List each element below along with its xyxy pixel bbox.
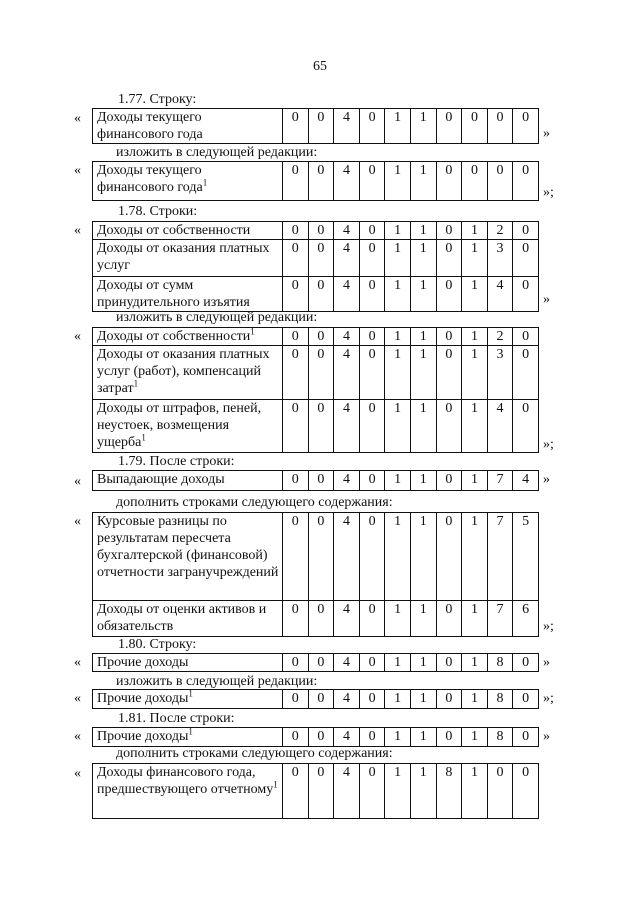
table-row (93, 690, 539, 709)
footnote-marker: 1 (250, 326, 255, 337)
code-digit: 1 (410, 277, 436, 312)
code-digit: 0 (283, 240, 309, 277)
code-digit: 1 (410, 109, 436, 144)
row-name: Доходы от оказания платных услуг (97, 241, 270, 273)
code-digit: 0 (513, 240, 539, 277)
code-digit: 1 (385, 690, 411, 709)
code-digit: 0 (283, 728, 309, 747)
code-digit: 4 (334, 728, 360, 747)
code-digit: 0 (308, 109, 334, 144)
code-digit: 0 (283, 328, 309, 346)
code-digit: 0 (436, 728, 462, 747)
row-name-cell (93, 471, 283, 491)
code-digit: 0 (308, 400, 334, 453)
code-digit: 0 (308, 471, 334, 491)
code-digit: 1 (462, 764, 488, 819)
row-name-cell (93, 654, 283, 672)
code-digit: 2 (487, 222, 513, 240)
code-digit: 0 (487, 162, 513, 201)
page-number: 65 (313, 59, 327, 74)
code-digit: 1 (462, 728, 488, 747)
row-name: Доходы текущего финансового года (97, 110, 203, 142)
code-digit: 4 (487, 400, 513, 453)
table-row (93, 109, 539, 144)
code-digit: 1 (410, 690, 436, 709)
code-digit: 1 (385, 764, 411, 819)
open-quote: « (74, 163, 81, 178)
instruction-1-80: изложить в следующей редакции: (116, 674, 318, 689)
code-digit: 1 (462, 654, 488, 672)
section-heading-1-79: 1.79. После строки: (118, 454, 235, 469)
section-heading-1-78: 1.78. Строки: (118, 204, 198, 219)
code-digit: 0 (283, 109, 309, 144)
instruction-1-77: изложить в следующей редакции: (116, 145, 318, 160)
open-quote: « (74, 223, 81, 238)
code-digit: 8 (487, 690, 513, 709)
code-digit: 8 (436, 764, 462, 819)
code-digit: 0 (513, 162, 539, 201)
code-digit: 3 (487, 346, 513, 400)
code-digit: 1 (385, 654, 411, 672)
code-digit: 4 (334, 764, 360, 819)
code-digit: 1 (385, 328, 411, 346)
table-row (93, 400, 539, 453)
code-digit: 4 (513, 471, 539, 491)
table-1-79-old (92, 470, 539, 491)
code-digit: 0 (308, 346, 334, 400)
code-digit: 0 (513, 277, 539, 312)
code-digit: 0 (283, 277, 309, 312)
table-row (93, 471, 539, 491)
row-name-cell (93, 513, 283, 601)
code-digit: 1 (462, 690, 488, 709)
code-digit: 0 (359, 654, 385, 672)
code-digit: 1 (410, 471, 436, 491)
code-digit: 1 (462, 513, 488, 601)
code-digit: 0 (513, 764, 539, 819)
code-digit: 0 (359, 222, 385, 240)
code-digit: 1 (385, 109, 411, 144)
code-digit: 1 (410, 728, 436, 747)
instruction-1-81: дополнить строками следующего содержания: (116, 746, 393, 761)
code-digit: 1 (385, 240, 411, 277)
row-name-cell (93, 346, 283, 400)
row-name: Прочие доходы (97, 655, 189, 670)
code-digit: 0 (513, 328, 539, 346)
code-digit: 4 (334, 109, 360, 144)
code-digit: 1 (385, 346, 411, 400)
code-digit: 0 (513, 109, 539, 144)
table-row (93, 240, 539, 277)
table-row (93, 728, 539, 747)
table-1-78-old (92, 221, 539, 312)
code-digit: 4 (334, 240, 360, 277)
code-digit: 0 (308, 162, 334, 201)
code-digit: 0 (308, 328, 334, 346)
code-digit: 1 (385, 471, 411, 491)
code-digit: 1 (410, 654, 436, 672)
open-quote: « (74, 655, 81, 670)
code-digit: 1 (462, 240, 488, 277)
code-digit: 1 (462, 601, 488, 637)
code-digit: 0 (359, 690, 385, 709)
code-digit: 0 (359, 277, 385, 312)
code-digit: 0 (359, 764, 385, 819)
code-digit: 0 (359, 328, 385, 346)
code-digit: 7 (487, 471, 513, 491)
table-row (93, 764, 539, 819)
code-digit: 0 (283, 654, 309, 672)
code-digit: 0 (436, 690, 462, 709)
code-digit: 4 (334, 222, 360, 240)
instruction-1-79: дополнить строками следующего содержания: (116, 495, 393, 510)
table-1-77-new (92, 161, 539, 201)
code-digit: 5 (513, 513, 539, 601)
code-digit: 4 (334, 654, 360, 672)
code-digit: 0 (436, 346, 462, 400)
code-digit: 0 (436, 109, 462, 144)
row-name: Выпадающие доходы (97, 472, 225, 487)
table-row (93, 162, 539, 201)
code-digit: 1 (462, 400, 488, 453)
table-row (93, 654, 539, 672)
code-digit: 0 (308, 728, 334, 747)
code-digit: 4 (334, 162, 360, 201)
code-digit: 0 (308, 222, 334, 240)
row-name-cell (93, 222, 283, 240)
row-name: Курсовые разницы по результатам пересчета бухгалтерской (финансовой) отчетности загранучреждений (97, 514, 279, 580)
row-name: Доходы от оказания платных услуг (работ), компенсаций затрат (97, 347, 270, 396)
code-digit: 1 (462, 328, 488, 346)
code-digit: 1 (385, 162, 411, 201)
code-digit: 0 (359, 471, 385, 491)
code-digit: 0 (283, 162, 309, 201)
row-name-cell (93, 277, 283, 312)
code-digit: 1 (385, 728, 411, 747)
code-digit: 1 (462, 471, 488, 491)
close-quote: »; (543, 691, 554, 706)
code-digit: 1 (385, 513, 411, 601)
code-digit: 0 (436, 328, 462, 346)
code-digit: 0 (308, 654, 334, 672)
row-name: Доходы от сумм принудительного изъятия (97, 278, 250, 310)
code-digit: 0 (283, 471, 309, 491)
code-digit: 0 (436, 471, 462, 491)
code-digit: 1 (385, 222, 411, 240)
code-digit: 1 (410, 400, 436, 453)
code-digit: 4 (334, 328, 360, 346)
code-digit: 4 (334, 277, 360, 312)
code-digit: 8 (487, 654, 513, 672)
table-row (93, 328, 539, 346)
code-digit: 1 (410, 162, 436, 201)
code-digit: 0 (513, 346, 539, 400)
code-digit: 1 (410, 601, 436, 637)
code-digit: 8 (487, 728, 513, 747)
table-1-78-new (92, 327, 539, 453)
code-digit: 0 (308, 513, 334, 601)
code-digit: 0 (308, 277, 334, 312)
code-digit: 1 (385, 400, 411, 453)
table-row (93, 277, 539, 312)
code-digit: 4 (334, 690, 360, 709)
code-digit: 0 (513, 690, 539, 709)
open-quote: « (74, 329, 81, 344)
code-digit: 0 (283, 346, 309, 400)
code-digit: 0 (487, 764, 513, 819)
table-row (93, 222, 539, 240)
footnote-marker: 1 (141, 432, 146, 443)
row-name-cell (93, 162, 283, 201)
code-digit: 0 (436, 513, 462, 601)
code-digit: 0 (462, 162, 488, 201)
code-digit: 0 (513, 400, 539, 453)
row-name: Доходы от оценки активов и обязательств (97, 602, 267, 634)
footnote-marker: 1 (188, 688, 193, 699)
table-1-81-new (92, 763, 539, 819)
code-digit: 1 (462, 222, 488, 240)
code-digit: 0 (436, 400, 462, 453)
footnote-marker: 1 (188, 726, 193, 737)
row-name-cell (93, 328, 283, 346)
code-digit: 4 (334, 601, 360, 637)
instruction-1-78: изложить в следующей редакции: (116, 310, 318, 325)
code-digit: 0 (283, 601, 309, 637)
code-digit: 4 (334, 346, 360, 400)
row-name: Доходы от собственности (97, 329, 251, 344)
row-name-cell (93, 240, 283, 277)
code-digit: 0 (359, 109, 385, 144)
close-quote: » (543, 655, 550, 670)
close-quote: »; (543, 437, 554, 452)
code-digit: 0 (513, 654, 539, 672)
code-digit: 1 (410, 328, 436, 346)
open-quote: « (74, 514, 81, 529)
close-quote: » (543, 472, 550, 487)
close-quote: » (543, 729, 550, 744)
code-digit: 7 (487, 601, 513, 637)
row-name-cell (93, 601, 283, 637)
code-digit: 0 (436, 162, 462, 201)
code-digit: 1 (462, 277, 488, 312)
table-1-77-old (92, 108, 539, 144)
section-heading-1-81: 1.81. После строки: (118, 711, 235, 726)
footnote-marker: 1 (133, 378, 139, 389)
row-name: Доходы от штрафов, пеней, неустоек, возмещения ущерба (97, 401, 262, 450)
code-digit: 2 (487, 328, 513, 346)
code-digit: 4 (334, 513, 360, 601)
row-name-cell (93, 109, 283, 144)
row-name: Доходы финансового года, предшествующего отчетному (97, 765, 274, 797)
code-digit: 3 (487, 240, 513, 277)
table-1-79-new (92, 512, 539, 637)
row-name: Доходы текущего финансового года (97, 163, 203, 195)
table-1-81-old (92, 727, 539, 747)
section-heading-1-77: 1.77. Строку: (118, 92, 197, 107)
code-digit: 1 (410, 764, 436, 819)
close-quote: » (543, 292, 550, 307)
code-digit: 0 (436, 601, 462, 637)
code-digit: 6 (513, 601, 539, 637)
row-name: Доходы от собственности (97, 223, 251, 238)
footnote-marker: 1 (273, 779, 278, 790)
code-digit: 0 (359, 346, 385, 400)
code-digit: 0 (513, 728, 539, 747)
code-digit: 0 (283, 400, 309, 453)
code-digit: 0 (283, 690, 309, 709)
code-digit: 0 (283, 764, 309, 819)
code-digit: 0 (359, 728, 385, 747)
row-name: Прочие доходы (97, 729, 189, 744)
code-digit: 0 (308, 601, 334, 637)
open-quote: « (74, 691, 81, 706)
code-digit: 0 (308, 764, 334, 819)
code-digit: 1 (462, 346, 488, 400)
code-digit: 1 (410, 513, 436, 601)
code-digit: 0 (436, 277, 462, 312)
code-digit: 0 (308, 690, 334, 709)
code-digit: 0 (436, 654, 462, 672)
code-digit: 1 (385, 277, 411, 312)
code-digit: 1 (410, 346, 436, 400)
row-name-cell (93, 690, 283, 709)
open-quote: « (74, 729, 81, 744)
row-name-cell (93, 764, 283, 819)
table-1-80-new (92, 689, 539, 709)
code-digit: 0 (513, 222, 539, 240)
close-quote: » (543, 126, 550, 141)
code-digit: 0 (462, 109, 488, 144)
code-digit: 4 (487, 277, 513, 312)
section-heading-1-80: 1.80. Строку: (118, 637, 197, 652)
table-1-80-old (92, 653, 539, 672)
open-quote: « (74, 474, 81, 489)
code-digit: 0 (487, 109, 513, 144)
close-quote: »; (543, 619, 554, 634)
table-row (93, 513, 539, 601)
row-name-cell (93, 400, 283, 453)
row-name-cell (93, 728, 283, 747)
table-row (93, 601, 539, 637)
code-digit: 1 (410, 240, 436, 277)
code-digit: 0 (359, 400, 385, 453)
code-digit: 0 (359, 601, 385, 637)
code-digit: 4 (334, 400, 360, 453)
code-digit: 1 (385, 601, 411, 637)
footnote-marker: 1 (202, 177, 208, 188)
code-digit: 0 (359, 513, 385, 601)
close-quote: »; (543, 185, 554, 200)
code-digit: 0 (436, 222, 462, 240)
code-digit: 4 (334, 471, 360, 491)
open-quote: « (74, 111, 81, 126)
table-row (93, 346, 539, 400)
row-name: Прочие доходы (97, 691, 189, 706)
code-digit: 0 (283, 222, 309, 240)
code-digit: 0 (308, 240, 334, 277)
code-digit: 1 (410, 222, 436, 240)
code-digit: 0 (359, 162, 385, 201)
code-digit: 0 (436, 240, 462, 277)
code-digit: 7 (487, 513, 513, 601)
code-digit: 0 (359, 240, 385, 277)
code-digit: 0 (283, 513, 309, 601)
open-quote: « (74, 766, 81, 781)
